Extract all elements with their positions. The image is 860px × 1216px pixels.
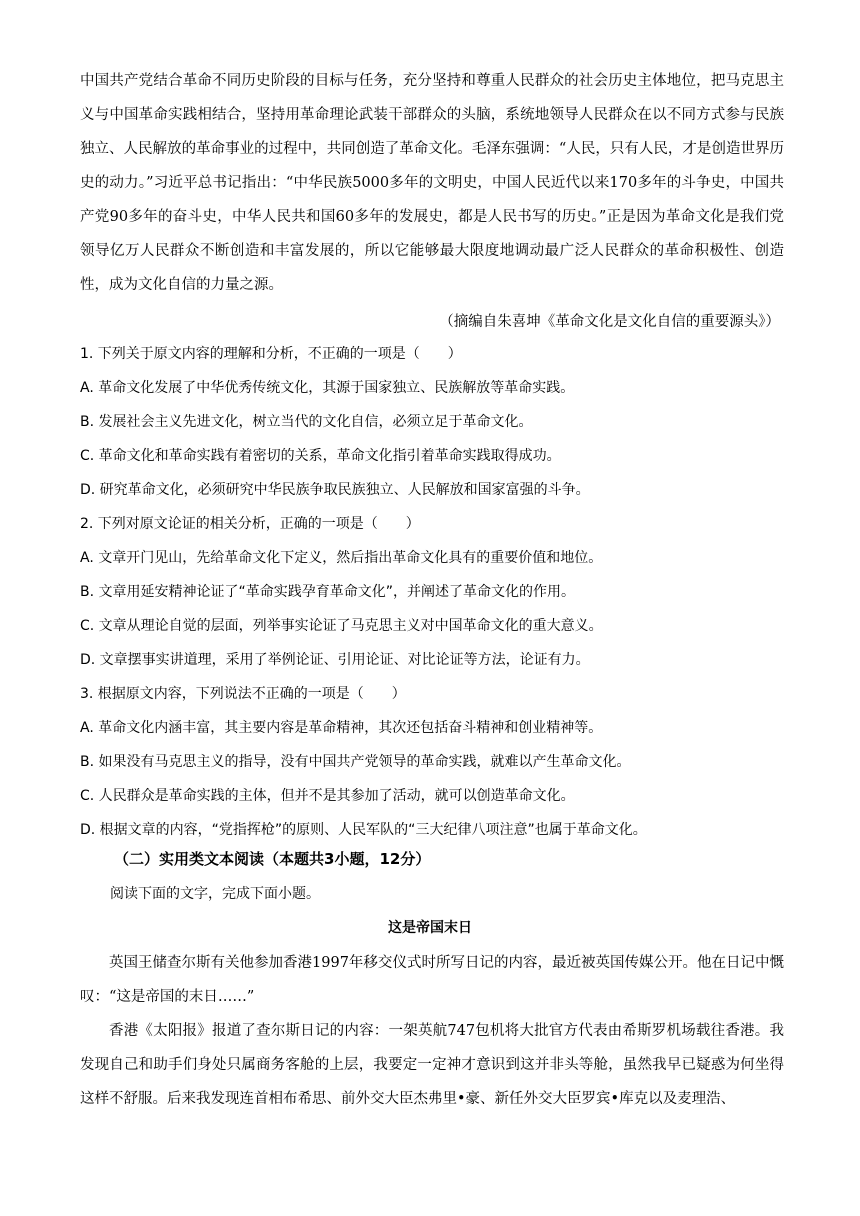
question-1-option-d[interactable]: D. 研究革命文化，必须研究中华民族争取民族独立、人民解放和国家富强的斗争。: [80, 482, 590, 498]
passage-paragraph: 中国共产党结合革命不同历史阶段的目标与任务，充分坚持和尊重人民群众的社会历史主体地位，把马克思主义与中国革命实践相结合，坚持用革命理论武装干部群众的头脑，系统地领导人民群众在以不同方式参与民族独立、人民解放的革命事业的过程中，共同创造了革命文化。毛泽东强调：“人民，只有人民，才是创造世界历史的动力。”习近平总书记指出：“中华民族5000多年的文明史，中国人民近代以来170多年的斗争史，中国共产党90多年的奋斗史，中华人民共和国60多年的发展史，都是人民书写的历史。”正是因为革命文化是我们党领导亿万人民群众不断创造和丰富发展的，所以它能够最大限度地调动最广泛人民群众的革命积极性、创造性，成为文化自信的力量之源。: [80, 73, 784, 293]
article-title: 这是帝国末日: [388, 920, 472, 936]
question-2-option-a[interactable]: A. 文章开门见山，先给革命文化下定义，然后指出革命文化具有的重要价值和地位。: [80, 550, 603, 566]
question-2-option-b[interactable]: B. 文章用延安精神论证了“革命实践孕育革命文化”，并阐述了革命文化的作用。: [80, 584, 576, 600]
question-1-option-b[interactable]: B. 发展社会主义先进文化，树立当代的文化自信，必须立足于革命文化。: [80, 414, 533, 430]
question-1-option-a[interactable]: A. 革命文化发展了中华优秀传统文化，其源于国家独立、民族解放等革命实践。: [80, 380, 575, 396]
question-1-stem: 1. 下列关于原文内容的理解和分析，不正确的一项是（ ）: [80, 346, 462, 362]
question-3-option-c[interactable]: C. 人民群众是革命实践的主体，但并不是其参加了活动，就可以创造革命文化。: [80, 788, 575, 804]
question-3-option-a[interactable]: A. 革命文化内涵丰富，其主要内容是革命精神，其次还包括奋斗精神和创业精神等。: [80, 720, 603, 736]
article-paragraph-2: 香港《太阳报》报道了查尔斯日记的内容：一架英航747包机将大批官方代表由希斯罗机场载往香港。我发现自己和助手们身处只属商务客舱的上层，我要定一定神才意识到这并非头等舱，虽然我早已疑惑为何坐得这样不舒服。后来我发现连首相布希思、前外交大臣杰弗里•豪、新任外交大臣罗宾•库克以及麦理浩、: [80, 1023, 784, 1107]
question-2-option-c[interactable]: C. 文章从理论自觉的层面，列举事实论证了马克思主义对中国革命文化的重大意义。: [80, 618, 603, 634]
article-paragraph-1: 英国王储查尔斯有关他参加香港1997年移交仪式时所写日记的内容，最近被英国传媒公开。他在日记中慨叹：“这是帝国的末日……”: [80, 955, 784, 1005]
section-heading: （二）实用类文本阅读（本题共3小题，12分）: [114, 850, 431, 868]
question-3-option-d[interactable]: D. 根据文章的内容，“党指挥枪”的原则、人民军队的“三大纪律八项注意”也属于革命文化。: [80, 822, 647, 838]
question-3-option-b[interactable]: B. 如果没有马克思主义的指导，没有中国共产党领导的革命实践，就难以产生革命文化。: [80, 754, 631, 770]
question-2-option-d[interactable]: D. 文章摆事实讲道理，采用了举例论证、引用论证、对比论证等方法，论证有力。: [80, 652, 590, 668]
question-2-stem: 2. 下列对原文论证的相关分析，正确的一项是（ ）: [80, 516, 420, 532]
question-3-stem: 3. 根据原文内容，下列说法不正确的一项是（ ）: [80, 686, 406, 702]
question-1-option-c[interactable]: C. 革命文化和革命实践有着密切的关系，革命文化指引着革命实践取得成功。: [80, 448, 561, 464]
source-citation: （摘编自朱喜坤《革命文化是文化自信的重要源头》）: [439, 314, 780, 330]
section-instruction: 阅读下面的文字，完成下面小题。: [110, 886, 320, 902]
